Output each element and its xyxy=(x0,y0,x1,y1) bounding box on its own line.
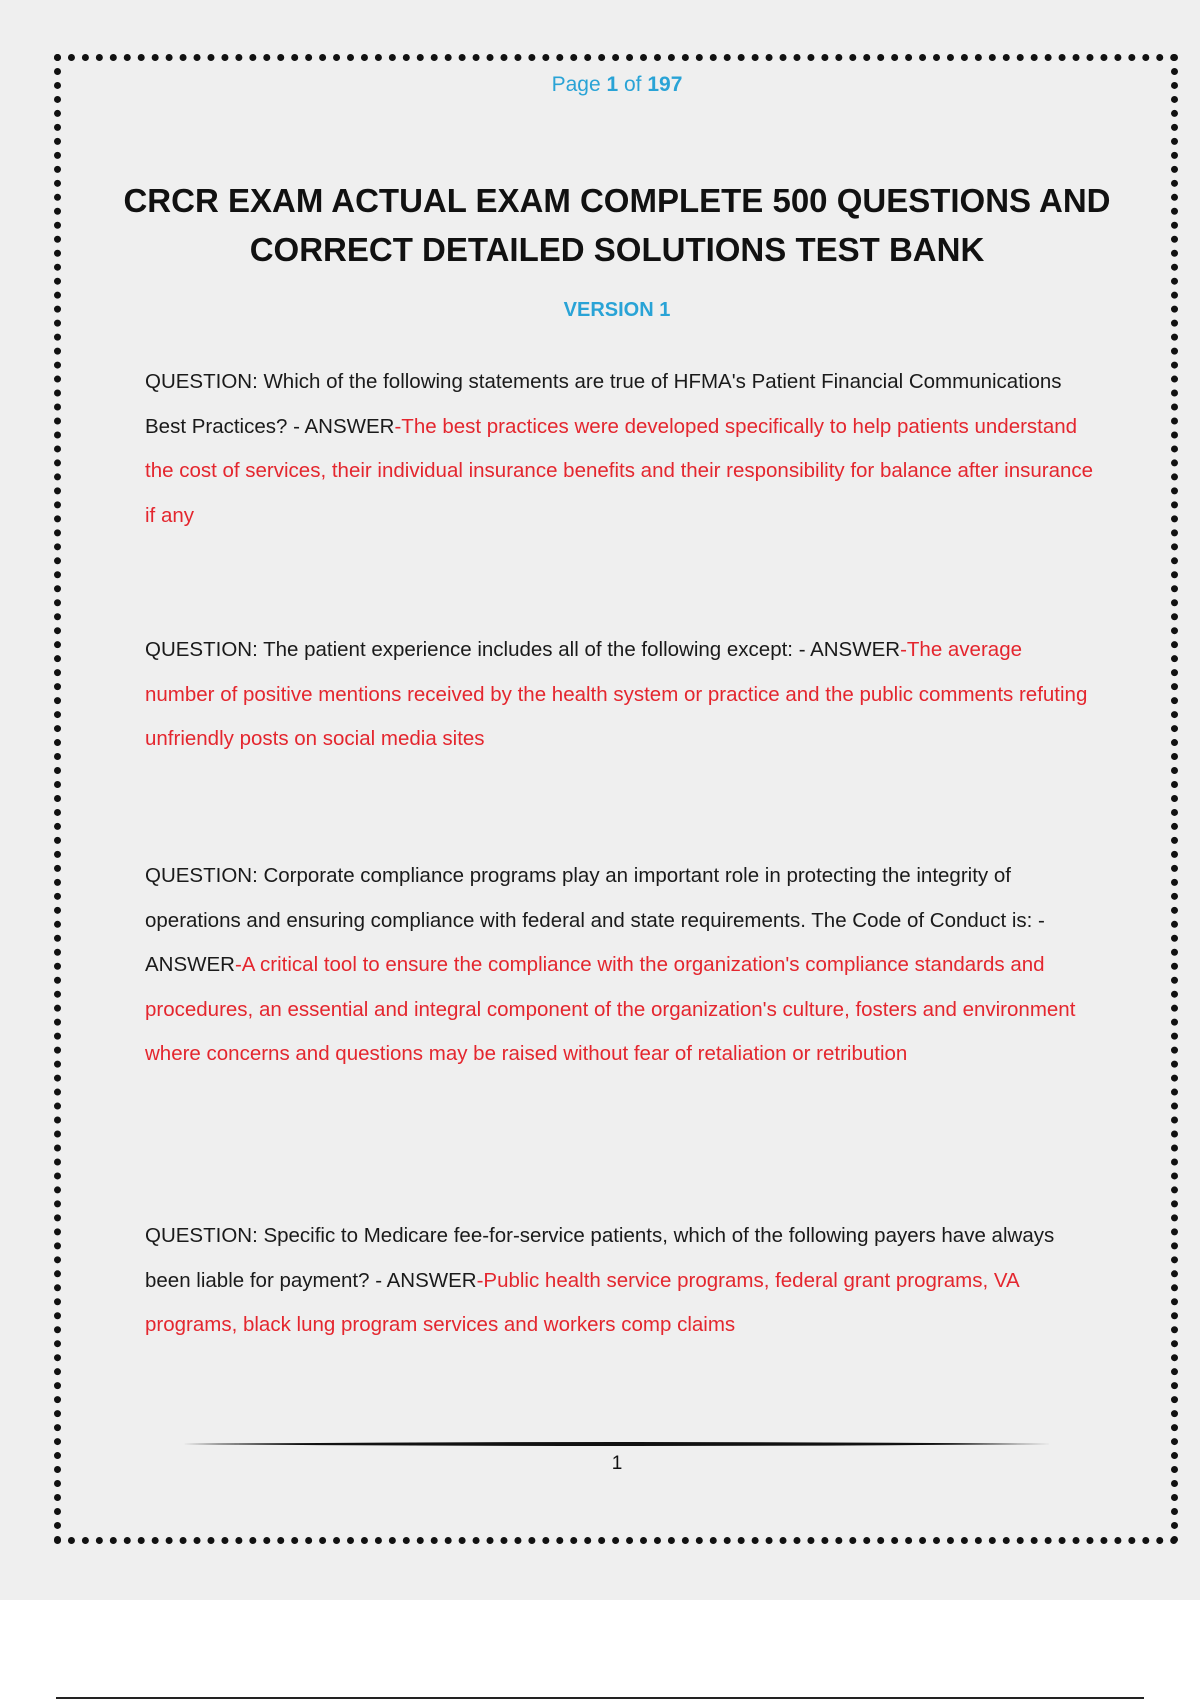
question-text: QUESTION: Corporate compliance programs play an important role in protecting the integrity of operations and ensuring compliance with federal and state requirements. The Code of Conduct is: - ANSWER xyxy=(145,864,1045,976)
document-title: CRCR EXAM ACTUAL EXAM COMPLETE 500 QUESTIONS AND CORRECT DETAILED SOLUTIONS TEST BANK xyxy=(123,182,1111,268)
question-text: QUESTION: The patient experience includes all of the following except: - ANSWER xyxy=(145,638,901,661)
page-counter-current: 1 xyxy=(606,73,619,96)
page-counter-total: 197 xyxy=(647,73,683,96)
footer-divider-shape xyxy=(183,1441,1051,1447)
question-text: QUESTION: Which of the following statements are true of HFMA's Patient Financial Communications Best Practices? - ANSWER xyxy=(145,370,1062,438)
footer-page-number: 1 xyxy=(611,1453,623,1474)
qa-item-3 xyxy=(145,854,1095,1077)
answer-text: -The average number of positive mentions received by the health system or practice and the public comments refuting unfriendly posts on social media sites xyxy=(145,638,1088,750)
page-counter xyxy=(0,73,1200,97)
next-page-preview xyxy=(0,1600,1200,1700)
question-text: QUESTION: Specific to Medicare fee-for-service patients, which of the following payers have always been liable for payment? - ANSWER xyxy=(145,1224,1055,1292)
page-counter-prefix: Page xyxy=(551,73,607,96)
version-label: VERSION 1 xyxy=(563,299,671,321)
next-page-top-rule xyxy=(56,1697,1144,1699)
qa-item-2 xyxy=(145,628,1095,762)
answer-text: -Public health service programs, federal grant programs, VA programs, black lung program services and workers comp claims xyxy=(145,1268,1019,1336)
qa-item-1 xyxy=(145,360,1095,538)
answer-text: -A critical tool to ensure the compliance with the organization's compliance standards and procedures, an essential and integral component of the organization's culture, fosters and environment where concerns and questions may be raised without fear of retaliation or retribution xyxy=(145,953,1076,1065)
footer-divider xyxy=(183,1441,1051,1447)
answer-text: -The best practices were developed specifically to help patients understand the cost of services, their individual insurance benefits and their responsibility for balance after insurance if any xyxy=(145,414,1094,527)
page-counter-separator: of xyxy=(618,73,648,96)
qa-item-4 xyxy=(145,1214,1095,1348)
